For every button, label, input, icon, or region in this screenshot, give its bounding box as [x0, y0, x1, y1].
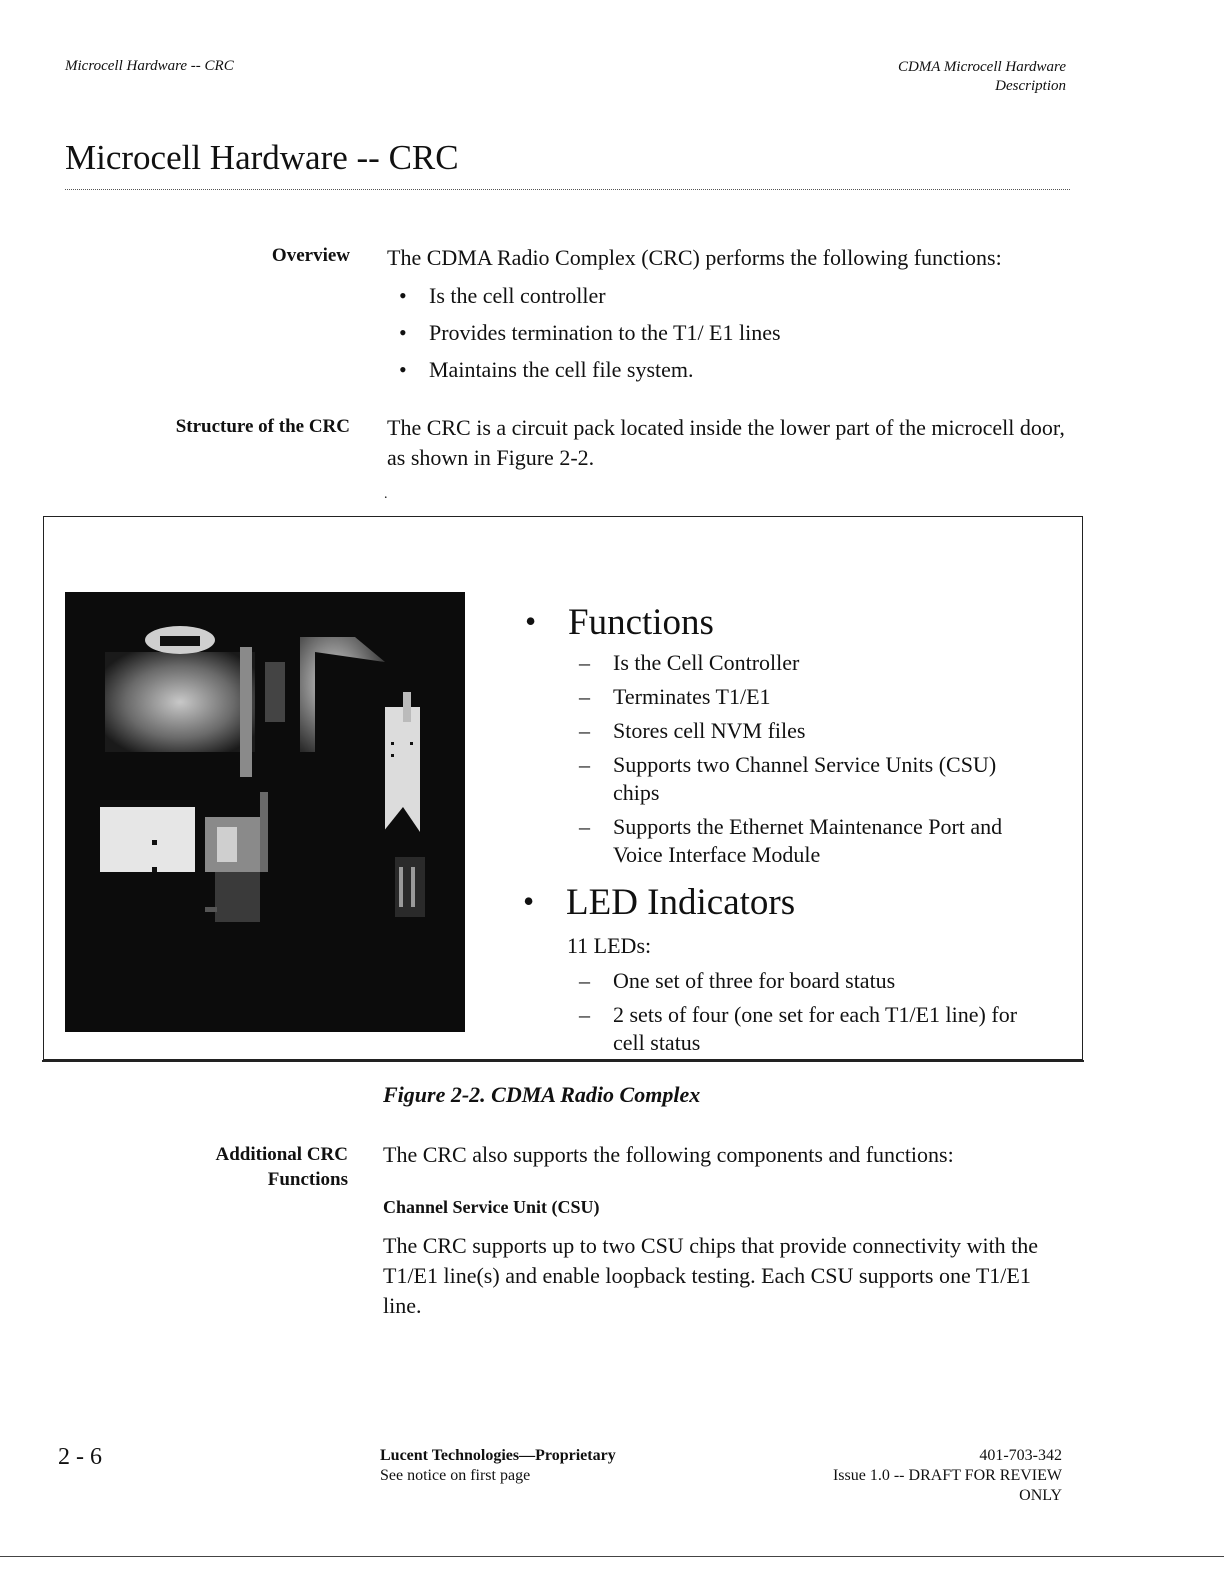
function-item: – Terminates T1/E1: [567, 683, 1047, 711]
overview-bullet: • Provides termination to the T1/ E1 lines: [387, 314, 1087, 351]
function-item: – Is the Cell Controller: [567, 649, 1047, 677]
figure-caption: Figure 2-2. CDMA Radio Complex: [383, 1082, 701, 1107]
function-item: – Supports two Channel Service Units (CSU) chips: [567, 751, 1047, 807]
overview-intro: The CDMA Radio Complex (CRC) performs the following functions:: [387, 245, 1002, 270]
functions-heading-bullet: •: [525, 603, 537, 639]
crc-photo-illustration: [65, 592, 465, 1032]
led-list: [567, 967, 1047, 1063]
csu-text: The CRC supports up to two CSU chips that provide connectivity with the T1/E1 line(s) and enable loopback testing. Each CSU supports one T1/E1 line.: [383, 1233, 1039, 1318]
led-indicators-heading: [523, 881, 796, 925]
led-item: – One set of three for board status: [567, 967, 1047, 995]
additional-functions-label: [216, 1142, 349, 1192]
additional-functions-label-line1: Additional CRC: [215, 1144, 348, 1165]
footer-doc-number: 401-703-342: [979, 1447, 1062, 1464]
overview-bullet: • Is the cell controller: [387, 277, 1087, 314]
functions-heading: [525, 601, 714, 645]
footer-doc-info: [833, 1446, 1062, 1506]
stray-mark: .: [384, 487, 388, 502]
page-number: 2 - 6: [58, 1444, 102, 1470]
running-header-left: Microcell Hardware -- CRC: [65, 58, 234, 74]
additional-intro: The CRC also supports the following components and functions:: [383, 1142, 954, 1167]
bottom-divider: [0, 1556, 1224, 1557]
led-item: – 2 sets of four (one set for each T1/E1 line) for cell status: [567, 1001, 1047, 1057]
function-item: – Stores cell NVM files: [567, 717, 1047, 745]
additional-functions-label-line2: Functions: [267, 1169, 348, 1190]
overview-bullet: • Maintains the cell file system.: [387, 351, 1087, 388]
running-header-right: [898, 58, 1066, 96]
overview-bullet-list: [387, 277, 1087, 388]
footer-company: Lucent Technologies—Proprietary: [380, 1447, 616, 1464]
overview-label: Overview: [271, 245, 350, 266]
functions-list: [567, 649, 1047, 875]
function-item: – Supports the Ethernet Maintenance Port and Voice Interface Module: [567, 813, 1047, 869]
footer-notice: See notice on first page: [380, 1467, 531, 1484]
functions-heading-text: Functions: [568, 602, 714, 643]
led-count: 11 LEDs:: [567, 933, 652, 958]
structure-text: The CRC is a circuit pack located inside the lower part of the microcell door, as shown in Figure 2-2.: [387, 415, 1065, 470]
running-header-right-line1: CDMA Microcell Hardware: [897, 59, 1066, 75]
footer-issue-line1: Issue 1.0 -- DRAFT FOR REVIEW: [832, 1467, 1062, 1484]
csu-heading: Channel Service Unit (CSU): [383, 1197, 600, 1217]
page-title: Microcell Hardware -- CRC: [65, 138, 459, 177]
running-header-right-line2: Description: [995, 78, 1066, 94]
led-heading-text: LED Indicators: [566, 882, 796, 923]
crc-photo: [65, 592, 465, 1032]
footer-issue-line2: ONLY: [1019, 1487, 1062, 1504]
footer-proprietary: [380, 1446, 616, 1486]
structure-label: Structure of the CRC: [175, 416, 350, 437]
title-divider: [65, 189, 1070, 190]
led-heading-bullet: •: [523, 883, 535, 919]
figure-box: [43, 516, 1083, 1060]
